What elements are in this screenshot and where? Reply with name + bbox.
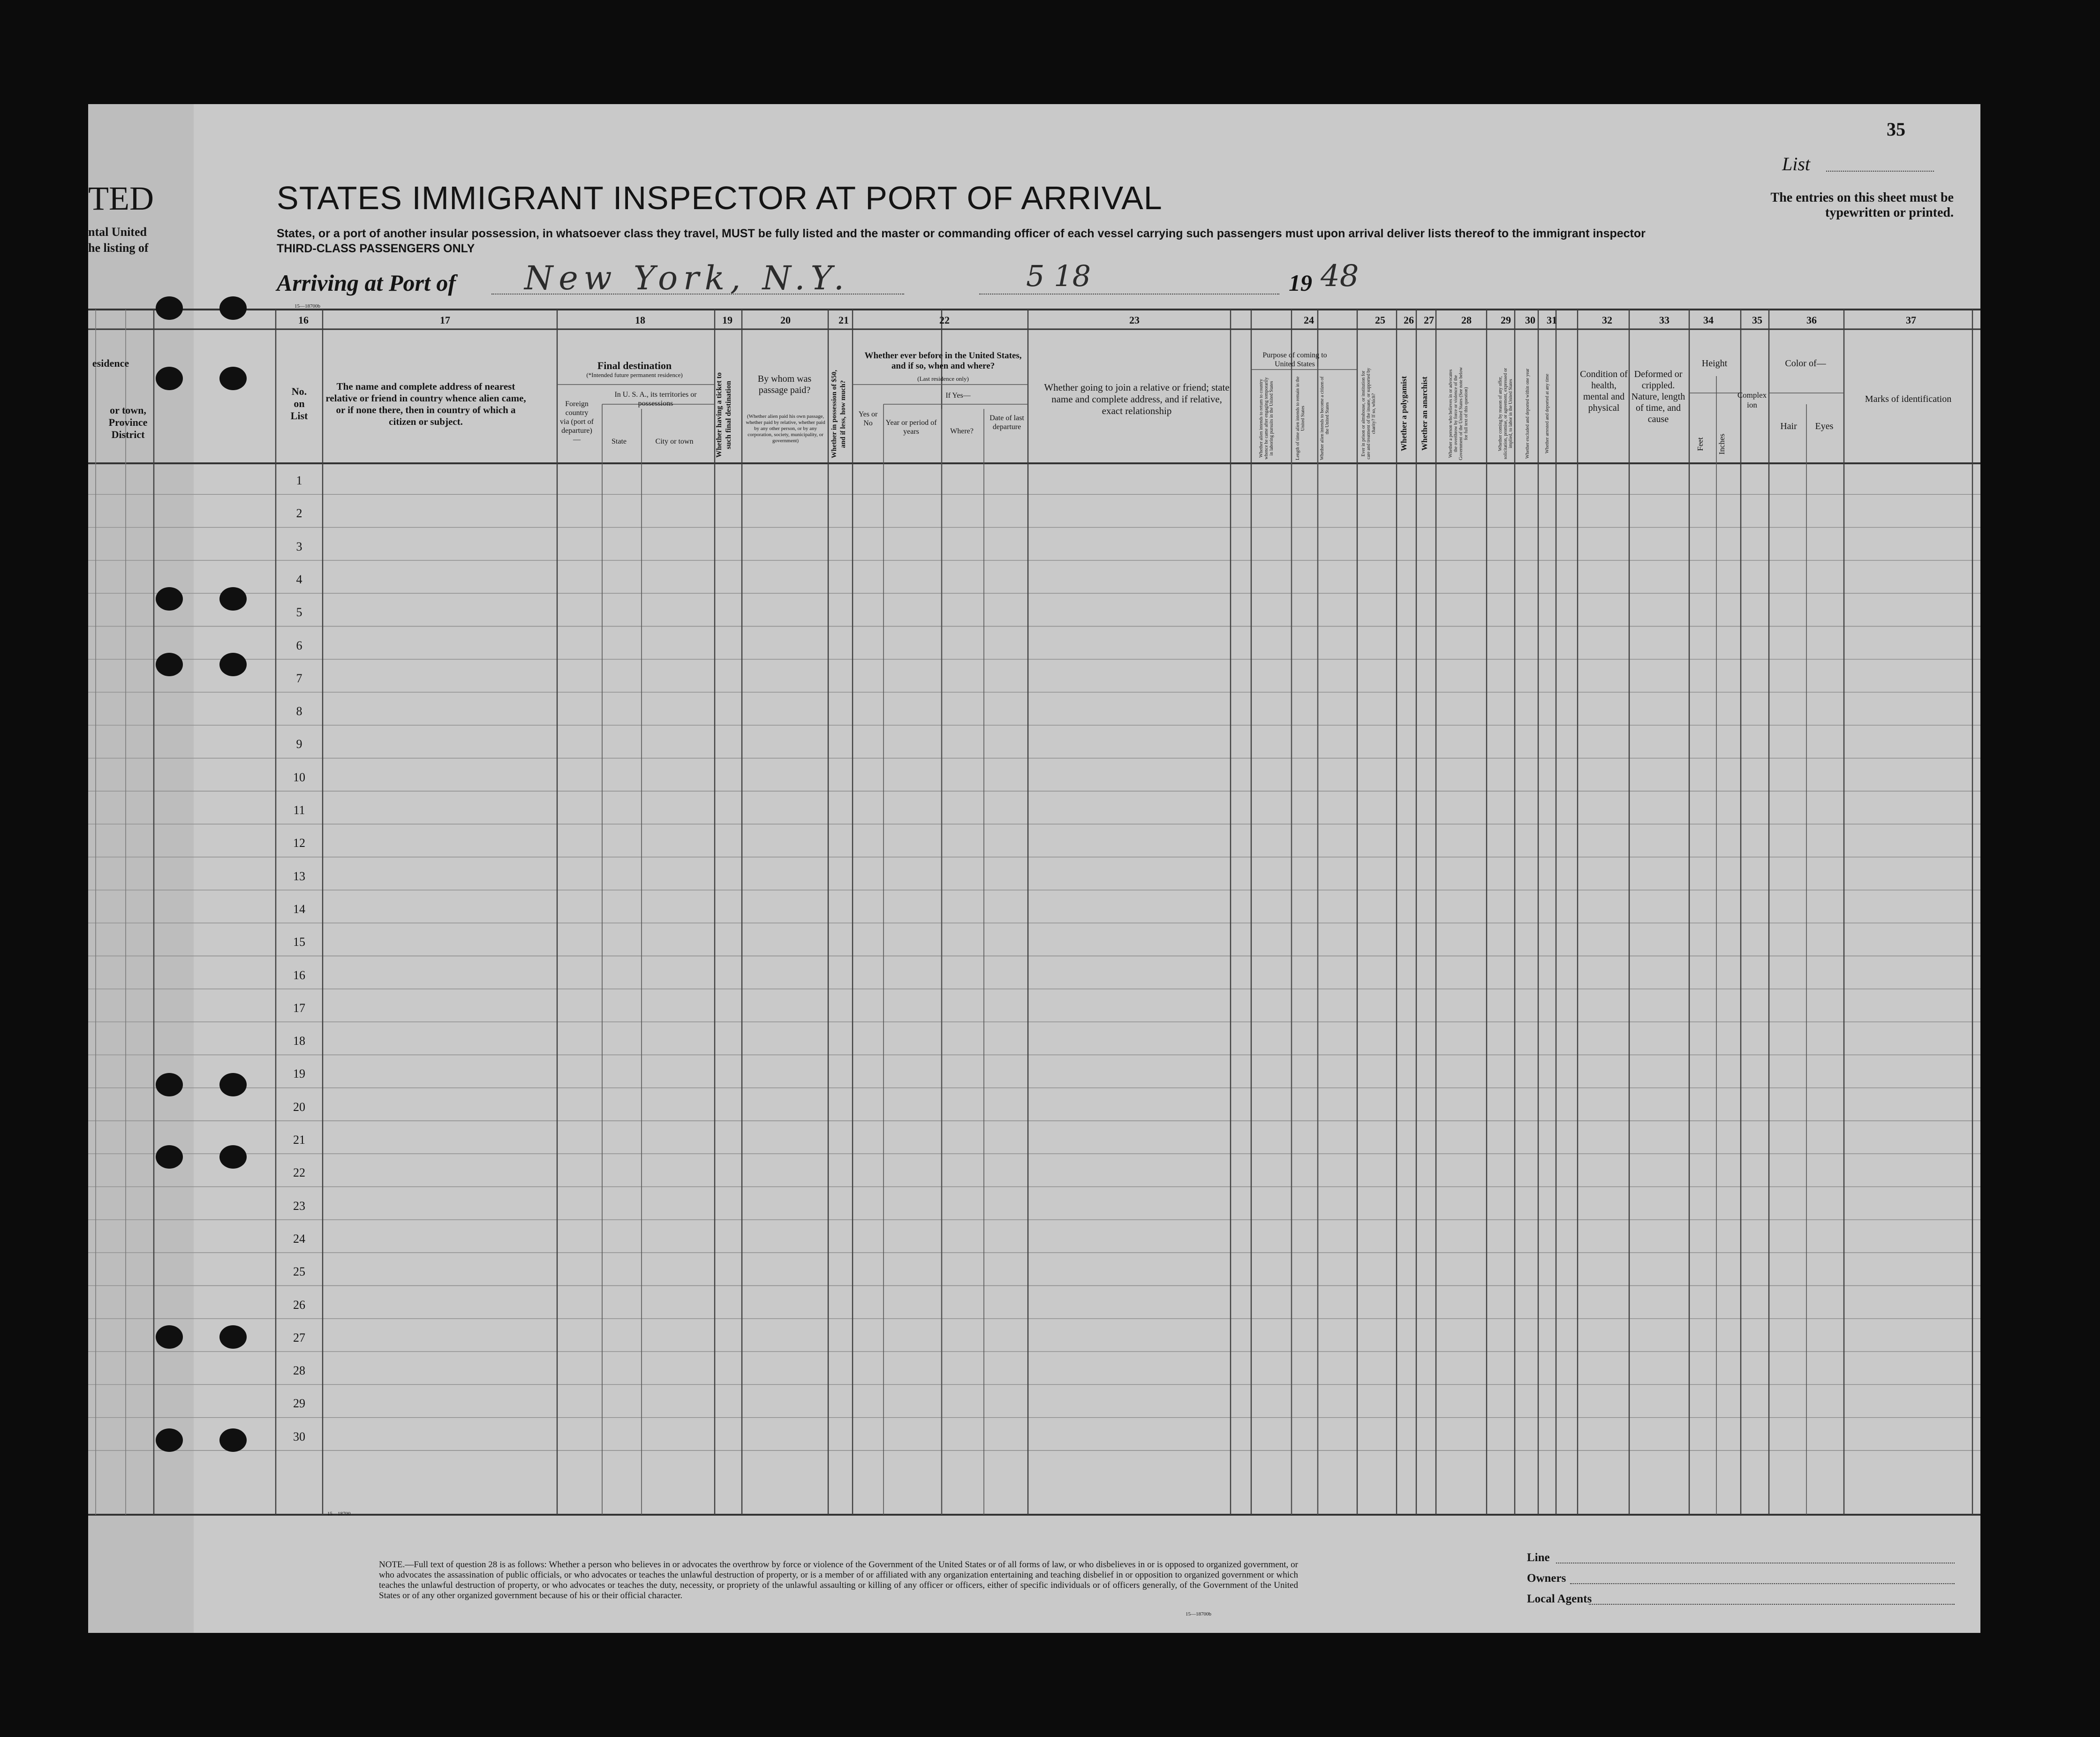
footer-owners-rule xyxy=(1570,1583,1955,1584)
column-number-18: 18 xyxy=(635,314,645,326)
punch-hole xyxy=(156,653,183,676)
col18-foreign: Foreign country via (port of departure)— xyxy=(560,400,594,444)
punch-hole xyxy=(156,367,183,390)
column-number-27: 27 xyxy=(1424,314,1434,326)
punch-hole xyxy=(219,296,247,320)
col23-heading: Whether going to join a relative or friend; state name and complete address, and if relative, exact relationship xyxy=(1044,382,1230,416)
col34-title: Height xyxy=(1701,358,1728,369)
column-number-37: 37 xyxy=(1906,314,1916,326)
col29-heading: Whether coming by reason of any offer, solicitation, promise, or agreement, expressed or implied, to labor in the United States xyxy=(1498,368,1513,460)
col18-state: State xyxy=(612,438,627,446)
col19-heading: Whether having a ticket to such final destination xyxy=(715,372,733,458)
row-number-6: 6 xyxy=(296,638,302,652)
column-number-34: 34 xyxy=(1703,314,1714,326)
manifest-grid xyxy=(88,104,1980,1633)
col18-city: City or town xyxy=(655,438,694,446)
left-town-heading: or town, Province District xyxy=(108,404,148,440)
col20-title: By whom was passage paid? xyxy=(757,374,812,395)
row-number-12: 12 xyxy=(293,836,305,850)
column-number-17: 17 xyxy=(440,314,450,326)
col17-heading: The name and complete address of nearest relative or friend in country whence alien came, or if none there, then in country of which a citizen or subject. xyxy=(325,381,526,427)
col22-date: Date of last departure xyxy=(990,414,1024,431)
row-number-11: 11 xyxy=(293,803,305,817)
col28-heading: Whether a person who believes in or advocates the overthrow by force or violence of the Government of the United States (See note below for full text of this question) xyxy=(1448,367,1469,461)
page-number: 35 xyxy=(1887,119,1905,140)
row-number-26: 26 xyxy=(293,1298,305,1312)
class-note: THIRD-CLASS PASSENGERS ONLY xyxy=(277,242,475,255)
column-number-16: 16 xyxy=(298,314,309,326)
col22-ifyes: If Yes— xyxy=(945,392,971,400)
left-heading-fragment: TED xyxy=(88,180,154,217)
row-number-28: 28 xyxy=(293,1364,305,1378)
col36-hair: Hair xyxy=(1780,421,1797,431)
row-number-24: 24 xyxy=(293,1231,305,1246)
punch-hole xyxy=(156,1145,183,1169)
column-number-22: 22 xyxy=(939,314,950,326)
col22-note: (Last residence only) xyxy=(917,375,969,382)
col36-eyes: Eyes xyxy=(1815,421,1834,431)
row-number-15: 15 xyxy=(293,935,305,949)
col25-heading: Ever in prison or almshouse, or institution for care and treatment of the insane, or supported by charity? If so, which? xyxy=(1361,368,1376,460)
footer-line-label: Line xyxy=(1527,1551,1550,1564)
left-text-line-1: ntal United xyxy=(88,225,147,239)
col20-note: (Whether alien paid his own passage, whether paid by relative, whether paid by any other person, or by any corporation, society, municipality, or government) xyxy=(746,414,825,444)
col22-yes-no: Yes or No xyxy=(858,410,878,427)
col33-heading: Deformed or crippled. Nature, length of time, and cause xyxy=(1631,369,1685,424)
col35-heading: Complexion xyxy=(1737,391,1767,409)
column-number-36: 36 xyxy=(1806,314,1817,326)
row-number-27: 27 xyxy=(293,1330,305,1344)
col27-heading: Whether an anarchist xyxy=(1420,376,1429,451)
column-number-31: 31 xyxy=(1547,314,1557,326)
column-number-32: 32 xyxy=(1602,314,1612,326)
punch-hole xyxy=(219,653,247,676)
column-number-26: 26 xyxy=(1404,314,1414,326)
row-number-9: 9 xyxy=(296,737,302,751)
row-number-21: 21 xyxy=(293,1133,305,1147)
row-number-19: 19 xyxy=(293,1067,305,1081)
page-subtitle: States, or a port of another insular possession, in whatsoever class they travel, MUST be fully listed and the master or commanding officer of each vessel carrying such passengers must upon arrival deliver lists thereof to the immigrant inspector xyxy=(277,227,1646,240)
col31-heading: Whether arrested and deported at any time xyxy=(1545,374,1550,453)
row-number-14: 14 xyxy=(293,902,305,916)
year-handwritten: 48 xyxy=(1321,259,1359,294)
row-number-20: 20 xyxy=(293,1100,305,1114)
col24-c: Whether alien intends to become a citizen of the United States xyxy=(1320,376,1330,461)
page-title: STATES IMMIGRANT INSPECTOR AT PORT OF ARRIVAL xyxy=(277,180,1163,216)
col18-usa: In U. S. A., its territories or possessions xyxy=(614,391,697,408)
row-number-8: 8 xyxy=(296,704,302,718)
punch-hole xyxy=(219,1428,247,1452)
punch-hole xyxy=(219,587,247,611)
row-number-25: 25 xyxy=(293,1265,305,1279)
column-number-24: 24 xyxy=(1304,314,1314,326)
list-label: List xyxy=(1782,153,1811,174)
col18-note: (*Intended future permanent residence) xyxy=(586,371,683,378)
punch-hole xyxy=(156,1428,183,1452)
column-number-25: 25 xyxy=(1375,314,1385,326)
row-number-30: 30 xyxy=(293,1429,305,1443)
col34-inches: Inches xyxy=(1717,433,1726,455)
col24-b: Length of time alien intends to remain in the United States xyxy=(1295,376,1306,461)
row-number-29: 29 xyxy=(293,1397,305,1411)
footer-note: NOTE.—Full text of question 28 is as follows: Whether a person who believes in or advocates the overthrow by force or violence of the Government of the United States or of all forms of law, or who disbelieves in or is opposed to organized government, or who advocates the assassination of public officials, or who advocates or teaches the unlawful destruction of property, or is a member of or affiliated with any organization entertaining and teaching disbelief in or opposition to organized government or which teaches the unlawful destruction of property, or who advocates or teaches the duty, necessity, or propriety of the unlawful assaulting or killing of any officer or officers, either of specific individuals or of officers generally, of the Government of the United States or of any other organized government because of his or their official character. xyxy=(379,1560,1298,1601)
column-number-23: 23 xyxy=(1129,314,1140,326)
date-handwritten: 5 18 xyxy=(1026,259,1091,293)
arriving-label: Arriving at Port of xyxy=(277,270,456,296)
punch-hole xyxy=(156,296,183,320)
column-number-30: 30 xyxy=(1525,314,1535,326)
row-number-16: 16 xyxy=(293,968,305,982)
punch-hole xyxy=(219,1073,247,1096)
col26-heading: Whether a polygamist xyxy=(1399,376,1408,452)
form-code-footer: 15—18700b xyxy=(1186,1611,1211,1617)
col32-heading: Condition of health, mental and physical xyxy=(1580,369,1628,413)
row-number-13: 13 xyxy=(293,869,305,883)
footer-agents-label: Local Agents xyxy=(1527,1593,1592,1605)
punch-hole xyxy=(156,1073,183,1096)
col24-title: Purpose of coming to United States xyxy=(1262,351,1327,368)
punch-hole xyxy=(219,367,247,390)
row-number-2: 2 xyxy=(296,506,302,521)
left-text-line-2: he listing of xyxy=(88,241,149,255)
column-number-29: 29 xyxy=(1501,314,1511,326)
row-number-3: 3 xyxy=(296,539,302,553)
col18-title: Final destination xyxy=(597,360,672,371)
year-printed: 19 xyxy=(1289,270,1312,296)
col22-title: Whether ever before in the United States, and if so, when and where? xyxy=(864,351,1022,371)
form-code-bottom: 15—18700 xyxy=(327,1511,351,1517)
col22-where: Where? xyxy=(950,427,974,435)
row-number-10: 10 xyxy=(293,770,305,784)
column-number-33: 33 xyxy=(1659,314,1669,326)
footer-agents-rule xyxy=(1589,1604,1955,1605)
punch-hole xyxy=(156,587,183,611)
left-residence-heading: esidence xyxy=(92,357,129,369)
punch-hole xyxy=(156,1325,183,1349)
row-number-4: 4 xyxy=(296,572,302,586)
col16-heading: No. on List xyxy=(290,385,308,422)
row-number-1: 1 xyxy=(296,474,302,487)
row-number-7: 7 xyxy=(296,671,302,685)
row-number-22: 22 xyxy=(293,1166,305,1180)
col34-feet: Feet xyxy=(1696,437,1705,451)
col37-heading: Marks of identification xyxy=(1865,394,1952,404)
col30-heading: Whether excluded and deported within one year xyxy=(1525,368,1530,459)
footer-owners-label: Owners xyxy=(1527,1572,1566,1585)
port-handwritten: New York, N.Y. xyxy=(524,259,850,297)
column-number-21: 21 xyxy=(838,314,849,326)
col24-a: Whether alien intends to return to country whence he came after engaging temporarily in laboring pursuits in the United States xyxy=(1259,377,1274,460)
col36-title: Color of— xyxy=(1785,358,1826,369)
column-number-20: 20 xyxy=(780,314,791,326)
row-number-5: 5 xyxy=(296,605,302,619)
row-number-23: 23 xyxy=(293,1199,305,1213)
col21-heading: Whether in possession of $50, and if less, how much? xyxy=(831,370,847,459)
punch-hole xyxy=(219,1325,247,1349)
entries-note: The entries on this sheet must be typewritten or printed. xyxy=(1770,190,1954,220)
punch-hole xyxy=(219,1145,247,1169)
manifest-sheet xyxy=(88,104,1980,1633)
column-number-35: 35 xyxy=(1752,314,1762,326)
col22-year: Year or period of years xyxy=(885,419,937,436)
form-code-top: 15—18700b xyxy=(295,303,320,309)
column-number-19: 19 xyxy=(722,314,733,326)
row-number-18: 18 xyxy=(293,1034,305,1048)
row-number-17: 17 xyxy=(293,1001,305,1015)
column-number-28: 28 xyxy=(1461,314,1472,326)
